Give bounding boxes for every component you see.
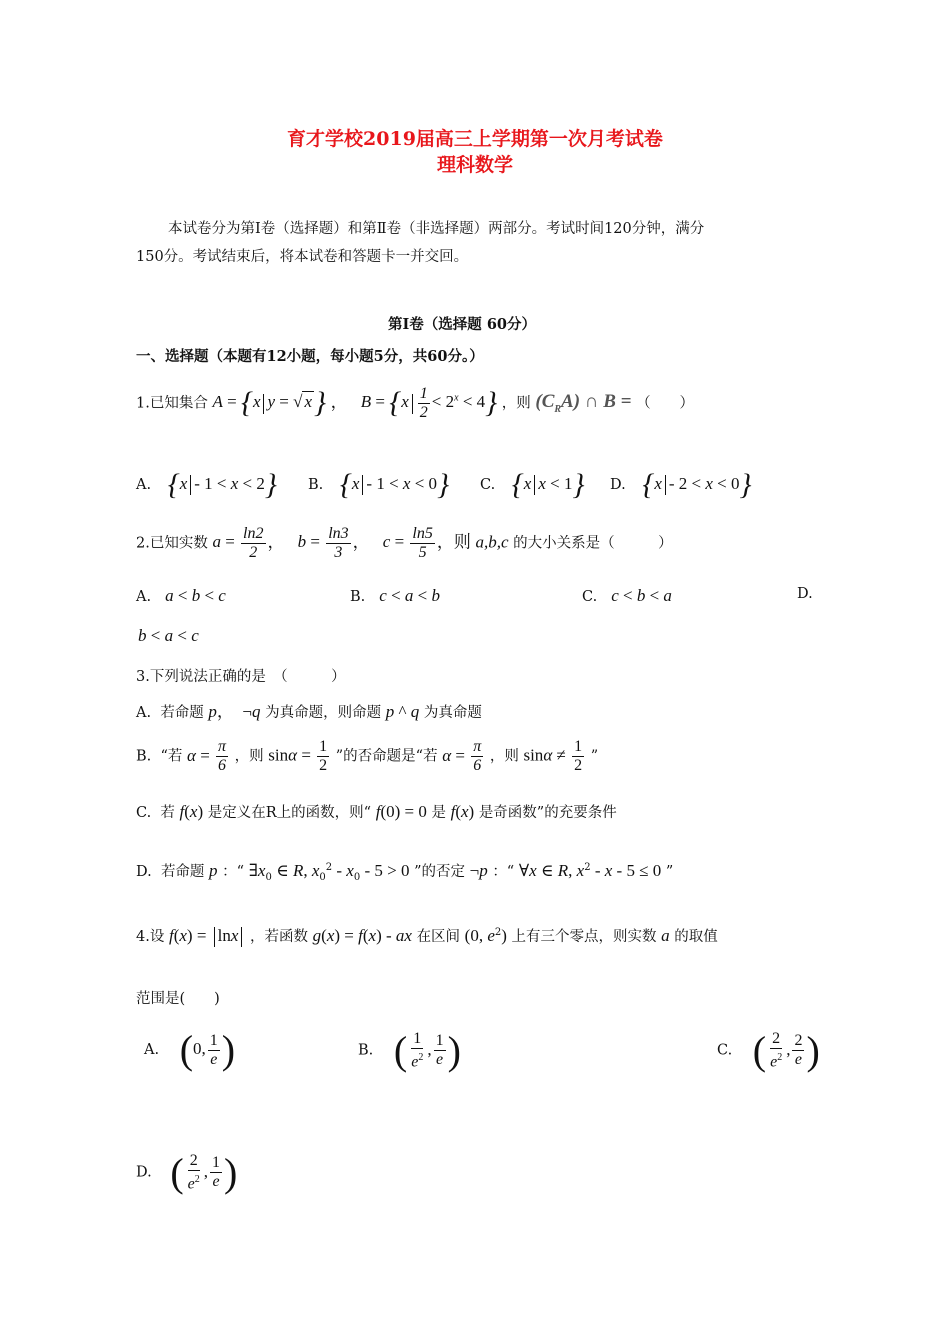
question-1: 1.已知集合 A = {x y = √ x} ， B = {x $\frac{1}{2}$ < $2^x < 4$} ，则 $(C_RA)$ ∩ B = （ ） [136,385,695,421]
question-4-line-2: 范围是( ) [136,991,220,1007]
question-4: 4.设 f(x) = lnx ，若函数 g(x) = f(x) - ax 在区间 (0, $e^2$) 上有三个零点，则实数 a 的取值 [136,926,718,945]
q4-option-b: B. ( $\frac{1}{e^2}$ , $\frac{1}{e}$ ) [358,1027,461,1073]
q1-expression: $(C_RA)$ ∩ B = [535,391,632,416]
q1-prefix: 1.已知集合 [136,395,208,412]
q1-option-b: B. {x - 1 < x < 0} [308,468,450,501]
q1-option-c: C. {x x < 1} [480,468,585,501]
q2-option-c: C. c < b < a [582,586,672,605]
exam-subtitle: 理科数学 [436,154,513,176]
q3-option-c: C. 若 f(x) 是定义在R上的函数，则“ f(0) = 0 是 f(x) 是奇函数”的充要条件 [136,802,617,821]
q4-option-c: C. ( $\frac{2}{e^2}$ , $\frac{2}{e}$ ) [717,1027,820,1073]
q1-option-a: A. {x - 1 < x < 2} [136,468,277,501]
q1-option-d: D. {x - 2 < x < 0} [610,468,752,501]
q3-option-d: D. 若命题 p ：“ $\exists x_0$ ∈ R, $x_0^2 - x_0 - 5 > 0$ ”的否定 ¬p ：“ ∀x ∈ R, $x^2 - x - 5 \le 0$ ” [136,861,674,883]
q4-option-a: A. (0, $\frac{1}{e}$ ) [144,1027,236,1072]
q3-option-a: A. 若命题 p， ¬q 为真命题，则命题 p ^ q 为真命题 [136,702,482,721]
section-heading: 第Ⅰ卷（选择题 60分） [388,316,537,333]
q2-option-b: B. c < a < b [350,586,440,605]
q2-option-a: A. a < b < c [136,586,226,605]
q2-option-d-label: D. [797,586,813,602]
intro-line-1: 本试卷分为第Ⅰ卷（选择题）和第Ⅱ卷（非选择题）两部分。考试时间120分钟，满分 [168,221,705,237]
q1-set-b: B = {x $\frac{1}{2}$ < $2^x < 4$} [360,385,498,421]
q1-then: ，则 [501,395,531,412]
q3-option-b: B. “若 α = $\frac{\pi}{6}$ ，则 sinα = $\frac{1}{2}$ ”的否命题是“若 α = $\frac{\pi}{6}$ ，则 sinα ≠ $\frac{1}{2}$ ” [136,738,599,775]
part-heading: 一、选择题（本题有12小题，每小题5分，共60分。） [136,348,484,365]
q4-option-d: D. ( $\frac{2}{e^2}$ , $\frac{1}{e}$ ) [136,1149,238,1195]
q1-set-a: A = {x y = √ x} [212,386,327,420]
q2-option-d: b < a < c [138,626,199,645]
question-3: 3.下列说法正确的是 （ ） [136,669,346,685]
exam-title: 育才学校2019届高三上学期第一次月考试卷 [287,128,663,150]
question-2: 2.已知实数 a = $\frac{\ln 2}{2}$ ， b = $\frac{\ln 3}{3}$ ， c = $\frac{\ln 5}{5}$ ，则 a,b,c 的大小关系是（ ） [136,525,673,561]
intro-line-2: 150分。考试结束后，将本试卷和答题卡一并交回。 [136,249,469,265]
q1-blank: （ ） [636,395,695,412]
